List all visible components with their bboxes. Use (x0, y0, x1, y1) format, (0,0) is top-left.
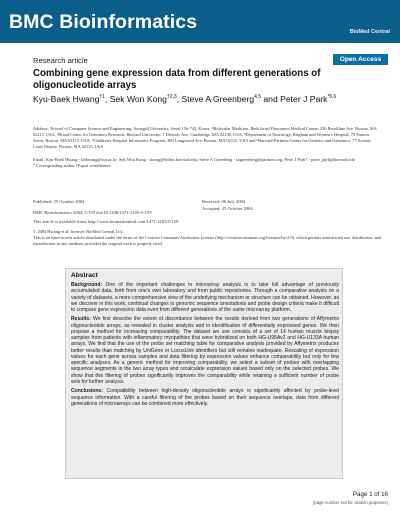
author-name: Sek Won Kong (109, 94, 167, 104)
article-type: Research article (33, 56, 88, 65)
article-url: This article is available from: http://www.biomedcentral.com/1471-2105/5/159 (33, 219, 179, 224)
accepted-date: Accepted: 25 October 2004 (202, 205, 253, 211)
author-name: Kyu-Baek Hwang (33, 94, 100, 104)
email-list: Email: Kyu-Baek Hwang - kbhwang@ssu.ac.kr; Sek Won Kong - skong@bidmc.harvard.edu; Steve A Greenberg - sagreenberg@partners.org; Peter J Park* - peter_park@harvard.edu (33, 157, 355, 162)
published-date: Published: 25 October 2004 (33, 199, 85, 204)
abstract-heading: Abstract (71, 272, 98, 279)
page-note: (page number not for citation purposes) (312, 500, 388, 505)
citation: BMC Bioinformatics 2004, 5:159 doi:10.1186/1471-2105-5-159 (33, 210, 152, 215)
section-text: Compatibility between high-density oligonucleotide arrays is significantly affected by probe-level sequence information. With a careful filtering of the probes based on their sequence overlaps, data from different generations of microarrays can be combined more effectively. (71, 388, 339, 407)
section-text: We first describe the extent of discordance between the results derived from two generations of Affymetrix oligonucleotide arrays, as revealed in cluster analysis and in identification of differentially expressed genes. We then propose a method for increasing comparability. The dataset we use consists of a set of 14 human muscle biopsy samples from patients with inflammatory myopathies that were hybridized on both HG-U95Av2 and HG-U133A human arrays. We find that the use of the probe set matching table for comparative analysis provided by Affymetrix produces better results than matching by UniGene or LocusLink identifiers but still remains inadequate. Rescaling of expression values for each gene across samples and data filtering by expression values enhance comparability but only for few specific analyses. As a generic method for improving comparability, we select a subset of probes with overlapping sequence segments in the two array types and recalculate expression values based only on the selected probes. We show that this filtering of probes significantly improves the comparability while retaining a sufficient number of probe sets for further analysis. (71, 316, 340, 385)
section-label: Results: (71, 316, 91, 323)
author-affiliation: *5,6 (327, 94, 337, 101)
abstract-background (71, 282, 339, 313)
received-date: Received: 06 July 2004 (202, 199, 246, 204)
journal-title: BMC Bioinformatics (9, 11, 198, 33)
license-text: This is an open-access article distributed under the terms of the Creative Commons Attribution License (http://creativecommons.org/licenses/by/2.0), which permits unrestricted use, distribution, and reproduction in any medium, provided the original work is properly cited. (33, 235, 381, 246)
affiliations: Address: ¹School of Computer Science and Engineering, Soongsil University, Seoul 156-743, Korea, ²Molecular Medicine, Beth Israel Deaconess Medical Center, 330 Brookline Ave, Boston, MA 02115, USA, ³Broad Center for Genomics Research, Harvard University, 7 Divinity Ave, Cambridge, MA 02138, USA, ⁴Department of Neurology, Brigham and Women's Hospital, 75 Francis Street, Boston, MA 02115, USA, ⁵Children's Hospital Informatics Program, 300 Longwood Ave, Boston, MA 02115, USA and ⁶Harvard-Partners Center for Genetics and Genomics, 77 Avenue Louis Pasteur, Boston, MA 02115, USA (33, 126, 377, 149)
journal-header-bar (0, 0, 400, 43)
author-affiliation: †1 (99, 94, 105, 101)
open-access-badge: Open Access (333, 54, 388, 65)
received-accepted (202, 199, 253, 212)
section-label: Conclusions: (71, 388, 103, 395)
author-affiliation: 4,5 (254, 94, 262, 101)
author-name: Peter J Park (280, 94, 328, 104)
section-label: Background: (71, 282, 103, 288)
copyright-block (33, 229, 383, 247)
article-title: Combining gene expression data from different generations of oligonucleotide arrays (33, 68, 321, 91)
abstract-body (71, 282, 339, 410)
author-name: Steve A Greenberg (181, 94, 255, 104)
abstract-box (65, 268, 343, 479)
publisher-logo: BioMed Central (349, 29, 390, 35)
page-number: Page 1 of 16 (352, 491, 388, 498)
corresponding-note: * Corresponding author †Equal contributors (33, 162, 111, 168)
abstract-results (71, 316, 339, 385)
section-text: One of the important challenges in microarray analysis is to take full advantage of previously accumulated data, both from one's own laboratory and from public repositories. Through a comparative analysis on a variety of datasets, a more comprehensive view of the underlying mechanism or structure can be obtained. However, as we discover in this work, continual changes in genomic sequence annotations and probe design criteria make it difficult to compare gene expression data even from different generations of the same microarray platform. (71, 282, 339, 313)
copyright-line: © 2004 Hwang et al; licensee BioMed Central Ltd. (33, 229, 123, 234)
author-list: Kyu-Baek Hwang$^{\dagger 1}$, Sek Won Kong$^{\dagger 2,3}$, Steve A Greenberg$^{4,5}$ and Peter J Park$^{*5,6}$ (33, 94, 337, 104)
abstract-conclusions (71, 388, 339, 407)
author-affiliation: †2,3 (166, 94, 177, 101)
email-block (33, 157, 378, 169)
